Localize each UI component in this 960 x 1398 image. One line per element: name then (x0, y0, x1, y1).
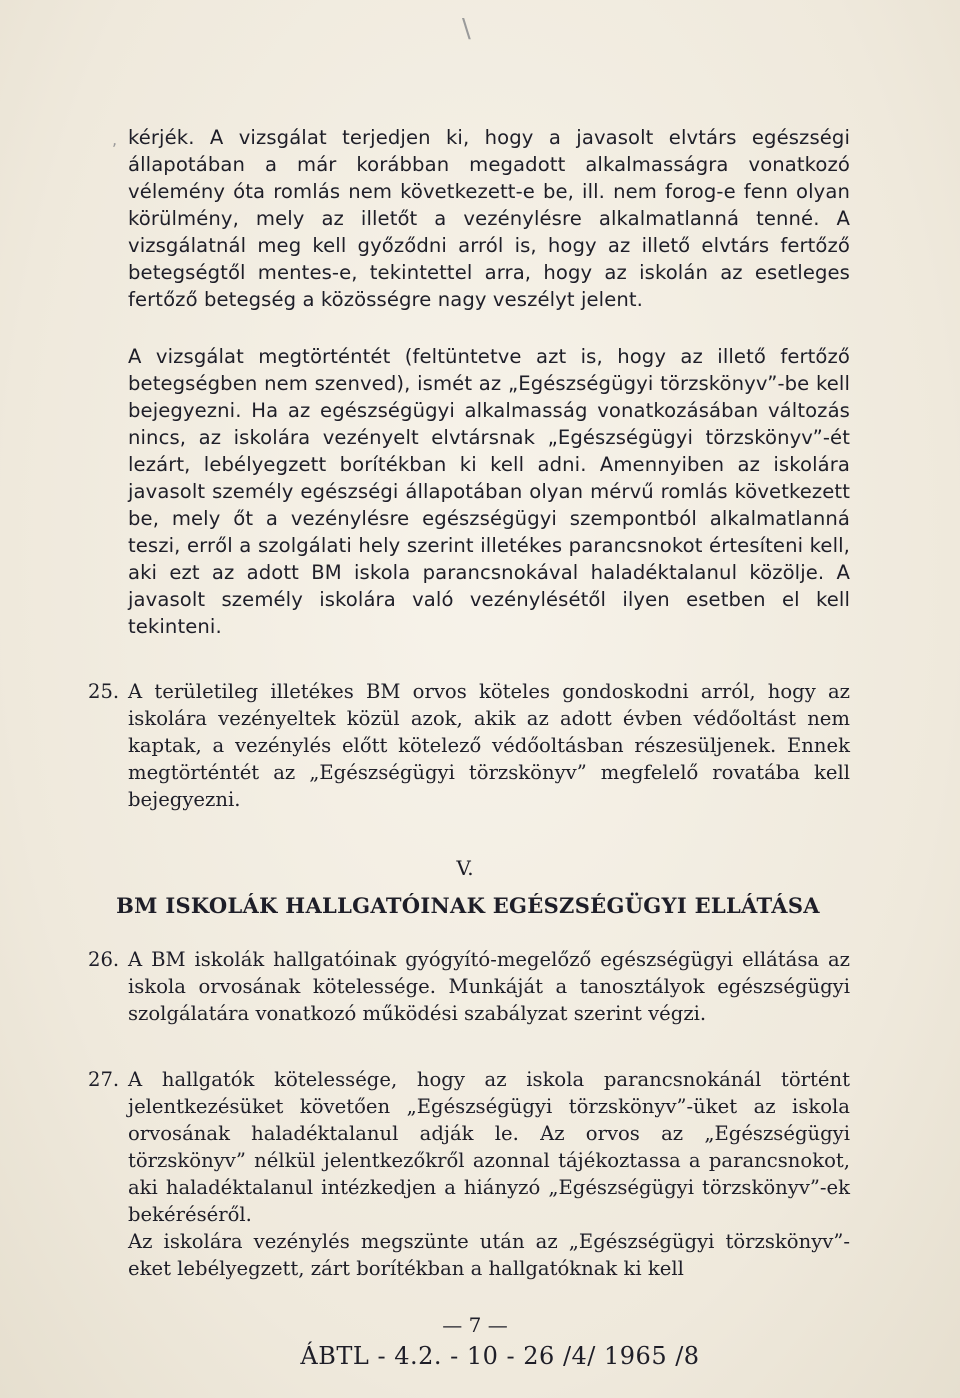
paragraph-number-27: 27. (88, 1068, 120, 1091)
scan-artifact: , (112, 130, 118, 149)
paragraph-25: A területileg illetékes BM orvos köteles gondoskodni arról, hogy az iskolára vezényeltek közül azok, akik az adott évben védőoltást nem kaptak, a vezénylés előtt kötelező védőoltásban részesüljenek. Ennek megtörténtét az „Egészségügyi törzskönyv” megfelelő rovatába kell bejegyezni. (128, 680, 850, 811)
paragraph-27: A hallgatók kötelessége, hogy az iskola parancsnokánál történt jelentkezésüket követően „Egészségügyi törzskönyv”-üket az iskola orvosának haladéktalanul adják le. Az orvos az „Egészségügyi törzskönyv” nélkül jelentkezőkről azonnal tájékoztassa a parancsnokot, aki haladéktalanul intézkedjen a hiányzó „Egészségügyi törzskönyv”-ek bekéréséről. (128, 1068, 850, 1226)
paragraph-intro: kérjék. A vizsgálat terjedjen ki, hogy a javasolt elvtárs egészségi állapotában a már korábban megadott alkalmasságra vonatkozó vélemény óta romlás nem következett-e be, ill. nem forog-e fenn olyan körülmény, mely az illetőt a vezénylésre alkalmatlanná tenné. A vizsgálatnál meg kell győződni arról is, hogy az illető elvtárs fertőző betegségtől mentes-e, tekintettel arra, hogy az iskolán az esetleges fertőző betegség a közösségre nagy veszélyt jelent. (128, 126, 850, 311)
paragraph-examination-record: A vizsgálat megtörténtét (feltüntetve azt is, hogy az illető fertőző betegségben nem szenved), ismét az „Egészségügyi törzskönyv”-be kell bejegyezni. Ha az egészségügyi alkalmasság vonatkozásában változás nincs, az iskolára vezényelt elvtársnak „Egészségügyi törzskönyv”-ét lezárt, lebélyegzett borítékban ki kell adni. Amennyiben az iskolára javasolt személy egészségi állapotában olyan mérvű romlás következett be, mely őt a vezénylésre egészségügyi szempontból alkalmatlanná teszi, erről a szolgálati hely szerint illetékes parancsnokot értesíteni kell, aki ezt az adott BM iskola parancsnokával haladéktalanul közölje. A javasolt személy iskolára való vezénylésétől ilyen esetben el kell tekinteni. (128, 345, 850, 638)
page-number: — 7 — (442, 1313, 508, 1337)
scan-artifact: \ (462, 14, 471, 44)
archive-reference: ÁBTL - 4.2. - 10 - 26 /4/ 1965 /8 (300, 1342, 700, 1370)
paragraph-28: Az iskolára vezénylés megszünte után az „Egészségügyi törzskönyv”-eket lebélyegzett, zárt borítékban a hallgatóknak ki kell (128, 1230, 850, 1280)
section-title: BM ISKOLÁK HALLGATÓINAK EGÉSZSÉGÜGYI ELLÁTÁSA (116, 893, 820, 918)
section-number: V. (456, 856, 474, 880)
paragraph-number-26: 26. (88, 948, 120, 971)
paragraph-number-25: 25. (88, 680, 120, 703)
paragraph-26: A BM iskolák hallgatóinak gyógyító-megelőző egészségügyi ellátása az iskola orvosának kötelessége. Munkáját a tanosztályok egészségügyi szolgálatára vonatkozó működési szabályzat szerint végzi. (128, 948, 850, 1025)
